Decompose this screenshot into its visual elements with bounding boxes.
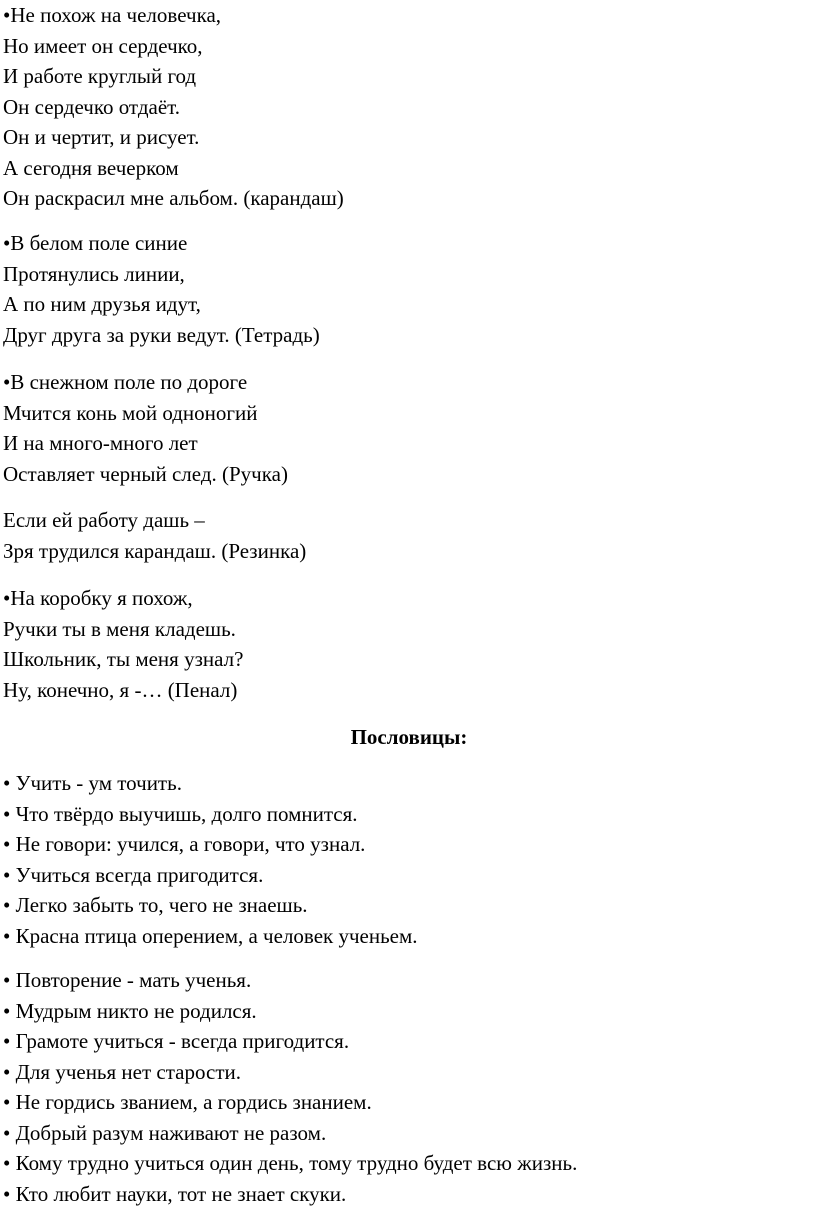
proverbs-heading xyxy=(0,722,816,752)
proverb-item: • Мудрым никто не родился. xyxy=(3,998,257,1023)
riddle-line: •На коробку я похож, xyxy=(3,586,193,610)
riddle-line: Но имеет он сердечко, xyxy=(3,33,203,58)
proverb-item: • Кто любит науки, тот не знает скуки. xyxy=(3,1181,347,1206)
riddle-line: •В снежном поле по дороге xyxy=(3,370,248,394)
riddle-line: Если ей работу дашь – xyxy=(3,508,205,532)
riddle-line: Он раскрасил мне альбом. (карандаш) xyxy=(3,186,344,210)
proverb-item: • Не говори: учился, а говори, что узнал. xyxy=(3,832,366,856)
riddle-line: Ну, конечно, я -… (Пенал) xyxy=(3,677,238,702)
riddle-line: И на много-много лет xyxy=(3,431,198,455)
riddle-line: Друг друга за руки ведут. (Тетрадь) xyxy=(3,322,320,347)
proverb-item: • Не гордись званием, а гордись знанием. xyxy=(3,1090,372,1114)
riddle-pencil xyxy=(3,0,803,214)
proverb-item: • Повторение - мать ученья. xyxy=(3,968,252,992)
riddle-line: И работе круглый год xyxy=(3,64,197,88)
proverb-list-1 xyxy=(3,768,803,951)
riddle-line: Он сердечко отдаёт. xyxy=(3,94,181,119)
riddle-pencil-case xyxy=(3,583,803,705)
proverb-item: • Кому трудно учиться один день, тому трудно будет всю жизнь. xyxy=(3,1151,578,1175)
riddle-eraser xyxy=(3,505,803,566)
proverbs-heading-text: Пословицы: xyxy=(350,725,468,749)
riddle-line: Зря трудился карандаш. (Резинка) xyxy=(3,538,307,563)
riddle-line: А по ним друзья идут, xyxy=(3,292,201,316)
riddle-line: •Не похож на человечка, xyxy=(3,3,222,27)
proverb-list-2 xyxy=(3,965,803,1209)
proverb-item: • Учить - ум точить. xyxy=(3,771,182,795)
proverb-item: • Грамоте учиться - всегда пригодится. xyxy=(3,1029,350,1053)
proverb-item: • Что твёрдо выучишь, долго помнится. xyxy=(3,801,358,826)
riddle-line: Оставляет черный след. (Ручка) xyxy=(3,461,288,486)
riddle-line: Протянулись линии, xyxy=(3,261,185,286)
proverb-item: • Для ученья нет старости. xyxy=(3,1059,241,1084)
riddle-line: А сегодня вечерком xyxy=(3,155,179,180)
proverb-item: • Учиться всегда пригодится. xyxy=(3,862,264,887)
proverb-item: • Легко забыть то, чего не знаешь. xyxy=(3,893,308,917)
riddle-line: Он и чертит, и рисует. xyxy=(3,125,200,149)
riddle-line: Школьник, ты меня узнал? xyxy=(3,647,244,671)
riddle-line: Ручки ты в меня кладешь. xyxy=(3,616,236,641)
proverb-item: • Красна птица оперением, а человек ученьем. xyxy=(3,923,418,948)
proverb-item: • Добрый разум наживают не разом. xyxy=(3,1120,327,1145)
riddle-pen xyxy=(3,367,803,489)
riddle-notebook xyxy=(3,228,803,350)
riddle-line: Мчится конь мой одноногий xyxy=(3,400,258,425)
riddle-line: •В белом поле синие xyxy=(3,231,188,255)
